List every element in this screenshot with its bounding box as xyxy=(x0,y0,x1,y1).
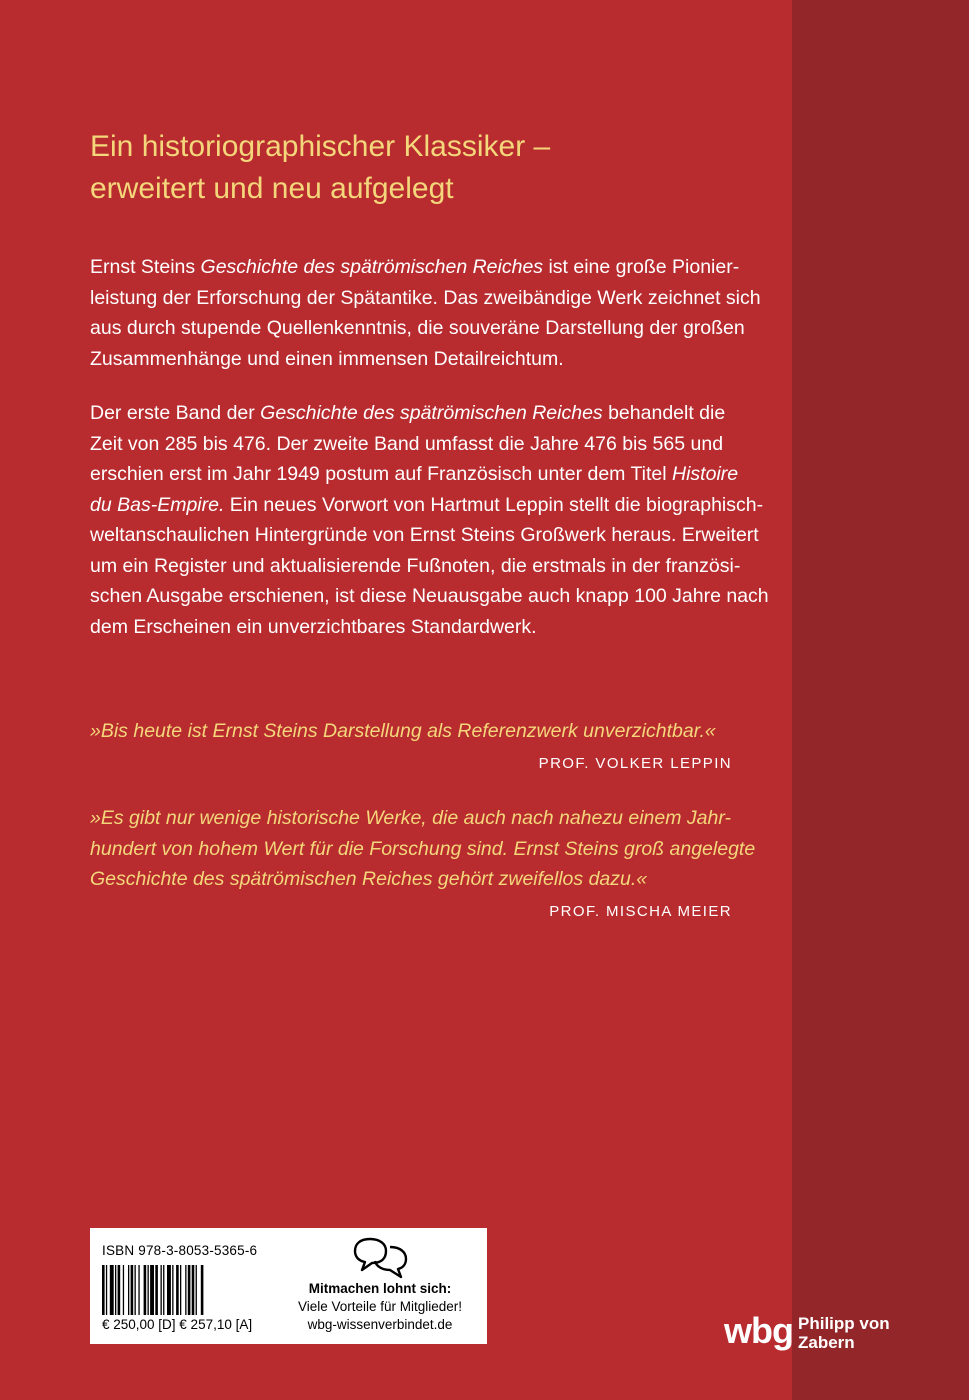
barcode-bar xyxy=(148,1265,149,1315)
barcode-bar xyxy=(123,1265,124,1315)
isbn-number: ISBN 978-3-8053-5365-6 xyxy=(102,1243,258,1258)
price: € 250,00 [D] € 257,10 [A] xyxy=(102,1317,253,1332)
barcode-bar xyxy=(138,1265,139,1315)
membership-url[interactable]: wbg-wissenverbindet.de xyxy=(307,1317,453,1332)
membership-promo xyxy=(280,1228,480,1344)
barcode-bar xyxy=(180,1265,181,1315)
barcode-bar xyxy=(102,1265,105,1315)
barcode-bar xyxy=(131,1265,134,1315)
review-quote-1: »Bis heute ist Ernst Steins Darstellung als Referenzwerk unverzichtbar.« xyxy=(90,720,716,742)
barcode-bar xyxy=(163,1265,164,1315)
spine-band xyxy=(792,0,969,1400)
barcode-bar xyxy=(192,1265,195,1315)
barcode-box xyxy=(90,1228,487,1344)
barcode-bar xyxy=(115,1265,116,1315)
french-title: du Bas-Empire. xyxy=(90,493,225,516)
barcode-bar xyxy=(196,1265,197,1315)
barcode-bar xyxy=(188,1265,191,1315)
membership-title: Mitmachen lohnt sich: xyxy=(308,1281,452,1296)
book-title: Geschichte des spätrömischen Reiches xyxy=(200,256,544,278)
french-title: Histoire xyxy=(672,463,739,485)
barcode-bar xyxy=(172,1265,173,1315)
barcode xyxy=(102,1265,250,1315)
barcode-bar xyxy=(150,1265,154,1315)
barcode-bar xyxy=(185,1265,186,1315)
barcode-bar xyxy=(176,1265,179,1315)
headline-line: erweitert und neu aufgelegt xyxy=(90,172,454,205)
quote-author: PROF. VOLKER LEPPIN xyxy=(538,755,732,772)
headline xyxy=(90,126,710,210)
membership-benefit: Viele Vorteile für Mitglieder! xyxy=(297,1299,463,1314)
review-quote-2: »Es gibt nur wenige historische Werke, die auch nach nahezu einem Jahr- hundert von hohem Wert für die Forschung sind. Ernst Steins groß angelegte Geschichte des spätrömischen Reiches gehört zweifellos dazu.« xyxy=(90,807,756,890)
barcode-bar xyxy=(128,1265,129,1315)
headline-line: Ein historiographischer Klassiker – xyxy=(90,130,551,163)
barcode-bar xyxy=(161,1265,162,1315)
book-title: Geschichte des spätrömischen Reiches xyxy=(260,402,603,424)
blurb-paragraph-2: Der erste Band der Geschichte des spätrömischen Reiches behandelt die Zeit von 285 bis 476. Der zweite Band umfasst die Jahre 476 bis 565 und erschien erst im Jahr 1949 postum auf Französisch unter dem Titel Histoire du Bas-Empire. Ein neues Vorwort von Hartmut Leppin stellt die biographisch- weltanschaulichen Hintergründe von Ernst Steins Großwerk heraus. Erweitert um ein Register und aktualisierende Fußnoten, die erstmals in der französi- schen Ausgabe erschienen, ist diese Neuausgabe auch knapp 100 Jahre nach dem Erscheinen ein unverzichtbares Standardwerk. xyxy=(90,402,769,638)
barcode-bar xyxy=(118,1265,121,1315)
barcode-bar xyxy=(110,1265,114,1315)
barcode-bar xyxy=(167,1265,171,1315)
barcode-bar xyxy=(144,1265,147,1315)
quote-author: PROF. MISCHA MEIER xyxy=(549,903,732,920)
imprint-name: Philipp von Zabern xyxy=(798,1314,890,1352)
blurb-paragraph-1: Ernst Steins Geschichte des spätrömischen Reiches ist eine große Pionier- leistung der Erforschung der Spätantike. Das zweibändige Werk zeichnet sich aus durch stupende Quellenkenntnis, die souveräne Darstellung der großen Zusammenhänge und einen immensen Detailreichtum. xyxy=(90,256,761,370)
speech-bubbles-icon xyxy=(352,1235,410,1279)
barcode-bar xyxy=(201,1265,204,1315)
barcode-bar xyxy=(106,1265,107,1315)
wbg-logo: wbg xyxy=(724,1310,793,1351)
barcode-bar xyxy=(155,1265,158,1315)
barcode-bar xyxy=(135,1265,136,1315)
